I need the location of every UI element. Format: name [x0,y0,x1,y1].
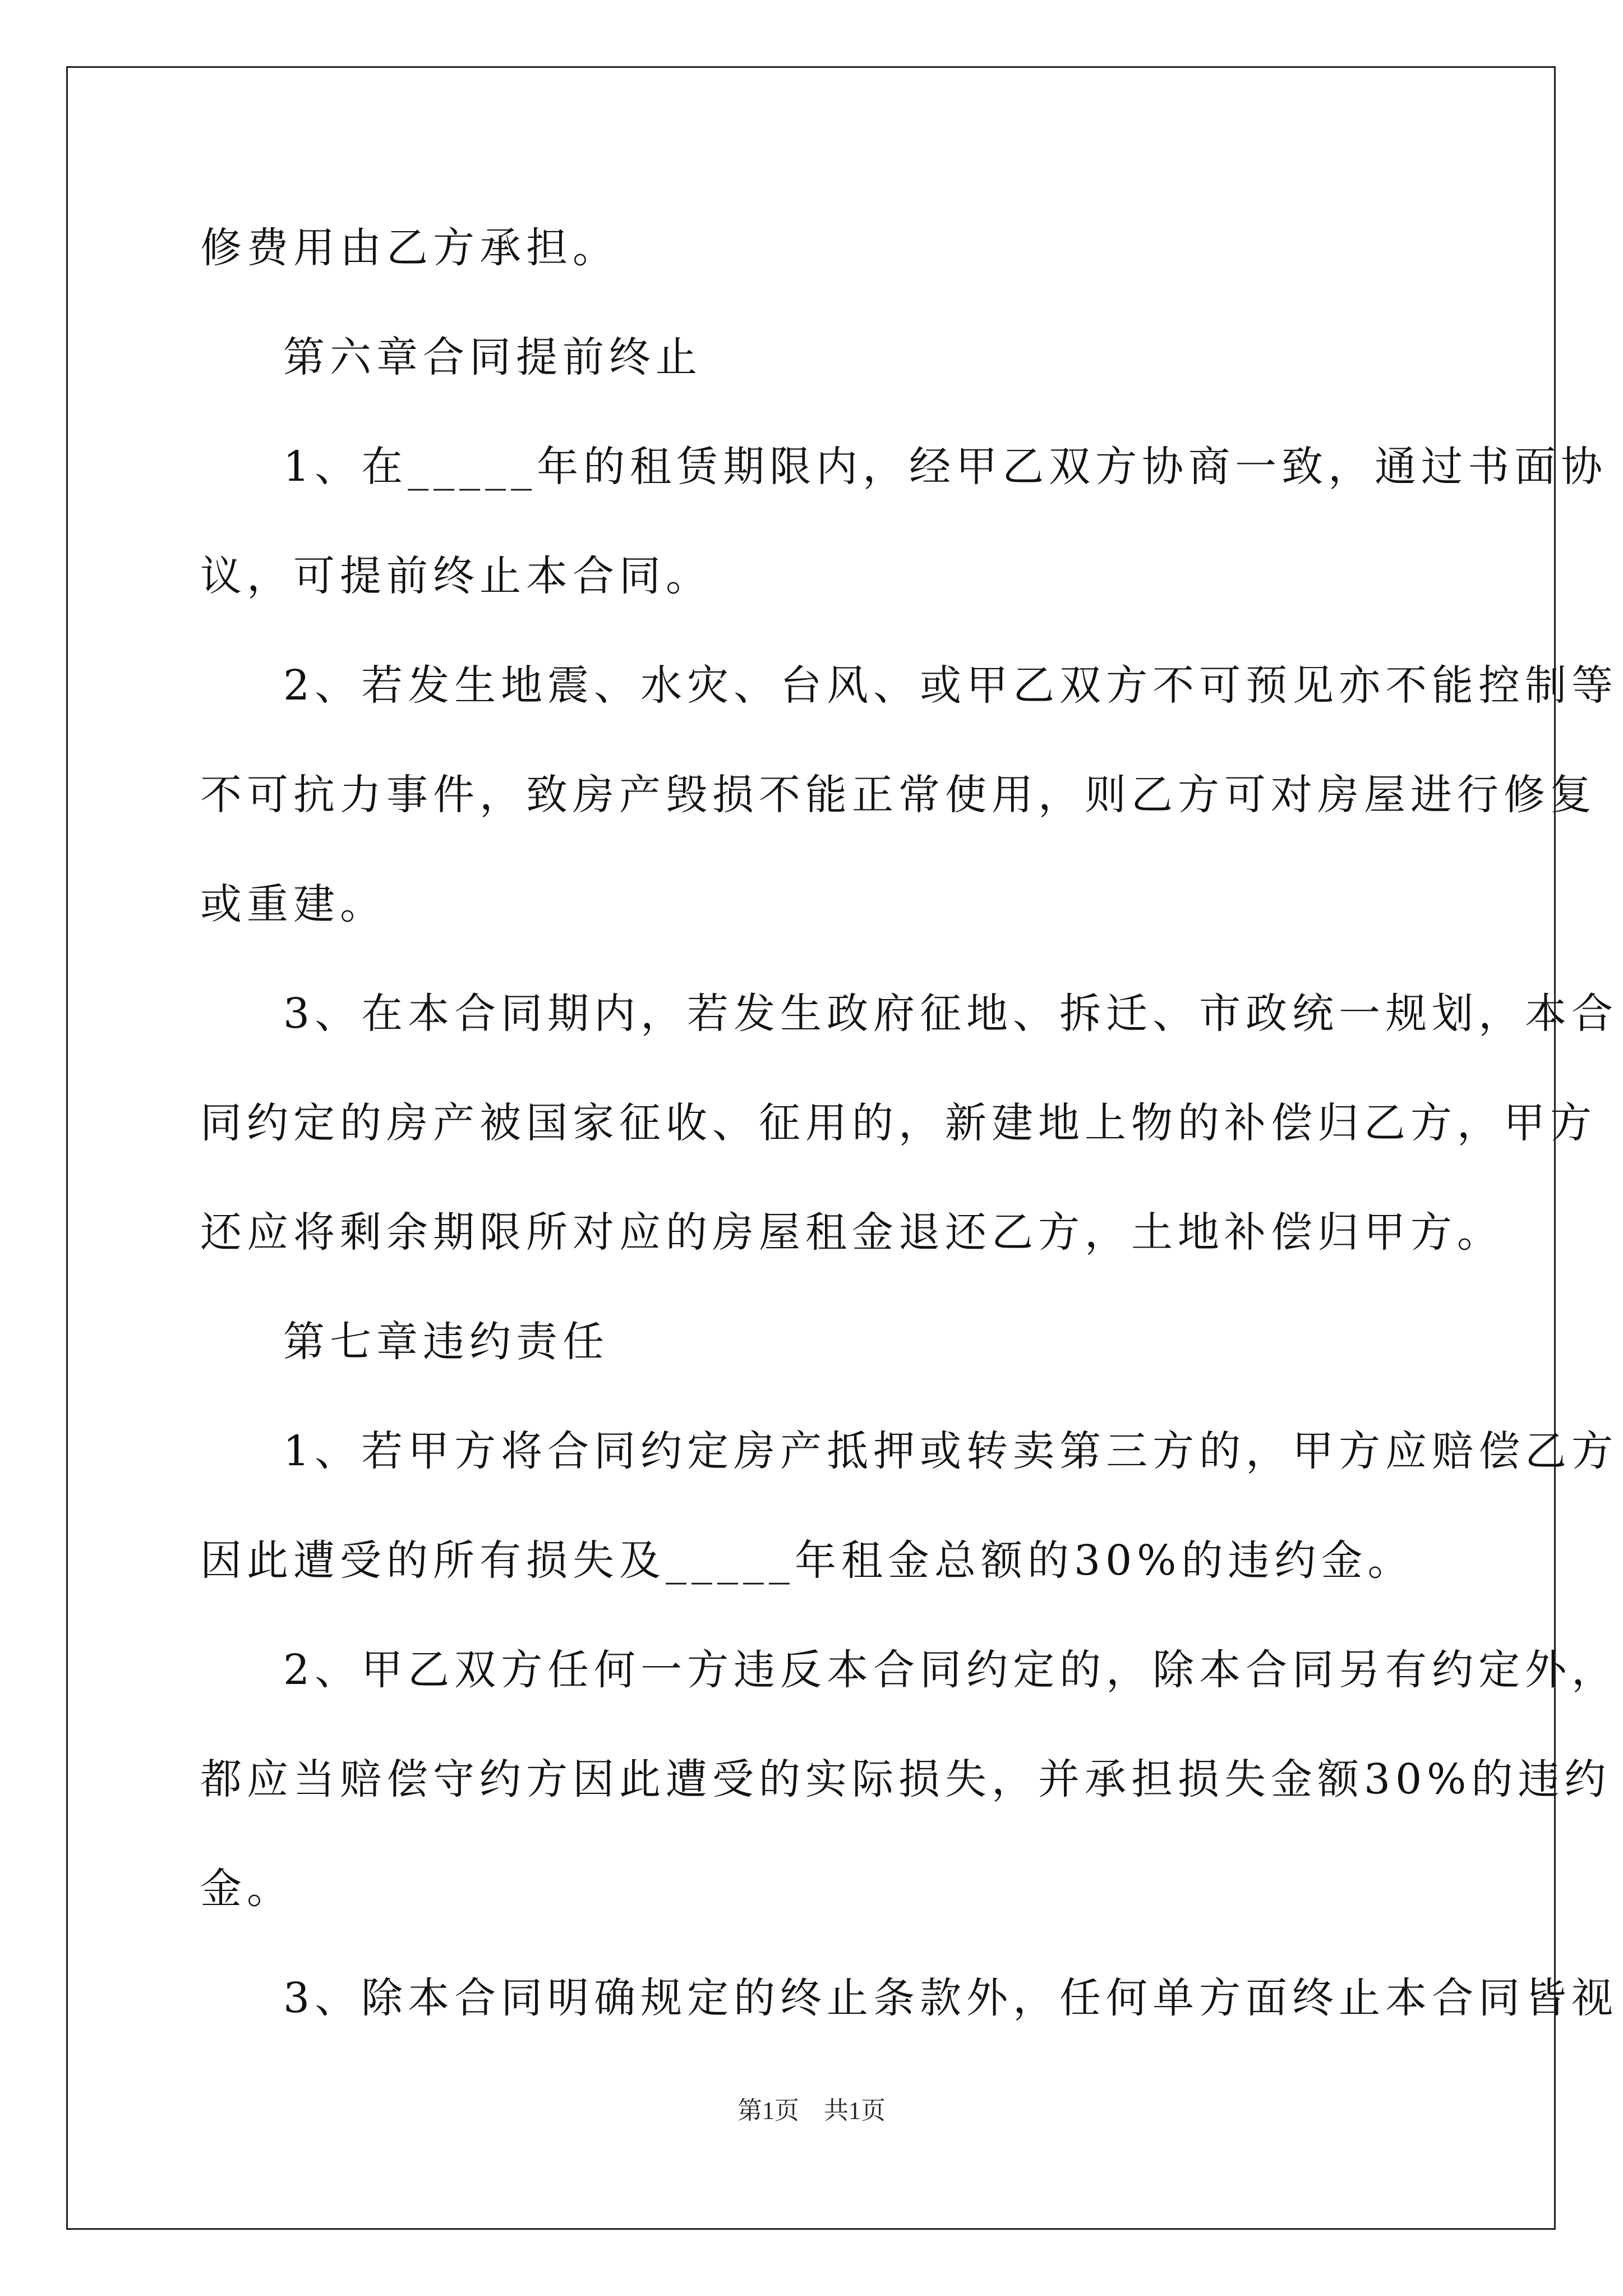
text-line: 因此遭受的所有损失及_____年租金总额的30%的违约金。 [200,1536,1414,1585]
text-line: 或重建。 [200,880,386,928]
text-line: 1、在_____年的租赁期限内，经甲乙双方协商一致，通过书面协 [283,443,1608,491]
chapter-heading: 第七章违约责任 [283,1318,609,1366]
text-line: 还应将剩余期限所对应的房屋租金退还乙方，土地补偿归甲方。 [200,1208,1504,1257]
text-line: 金。 [200,1865,293,1913]
text-line: 3、在本合同期内，若发生政府征地、拆迁、市政统一规划，本合 [283,990,1619,1038]
page-footer: 第1页 共1页 [737,2097,886,2124]
text-line: 修费用由乙方承担。 [200,224,619,272]
text-line: 1、若甲方将合同约定房产抵押或转卖第三方的，甲方应赔偿乙方 [283,1427,1619,1475]
text-line: 不可抗力事件，致房产毁损不能正常使用，则乙方可对房屋进行修复 [200,771,1597,819]
text-line: 3、除本合同明确规定的终止条款外，任何单方面终止本合同皆视 [283,1974,1619,2022]
text-line: 议，可提前终止本合同。 [200,552,712,600]
chapter-heading: 第六章合同提前终止 [283,333,702,381]
text-line: 2、甲乙双方任何一方违反本合同约定的，除本合同另有约定外， [283,1646,1619,1694]
text-line: 同约定的房产被国家征收、征用的，新建地上物的补偿归乙方，甲方 [200,1099,1597,1147]
text-line: 都应当赔偿守约方因此遭受的实际损失，并承担损失金额30%的违约 [200,1755,1611,1803]
text-line: 2、若发生地震、水灾、台风、或甲乙双方不可预见亦不能控制等 [283,661,1619,710]
